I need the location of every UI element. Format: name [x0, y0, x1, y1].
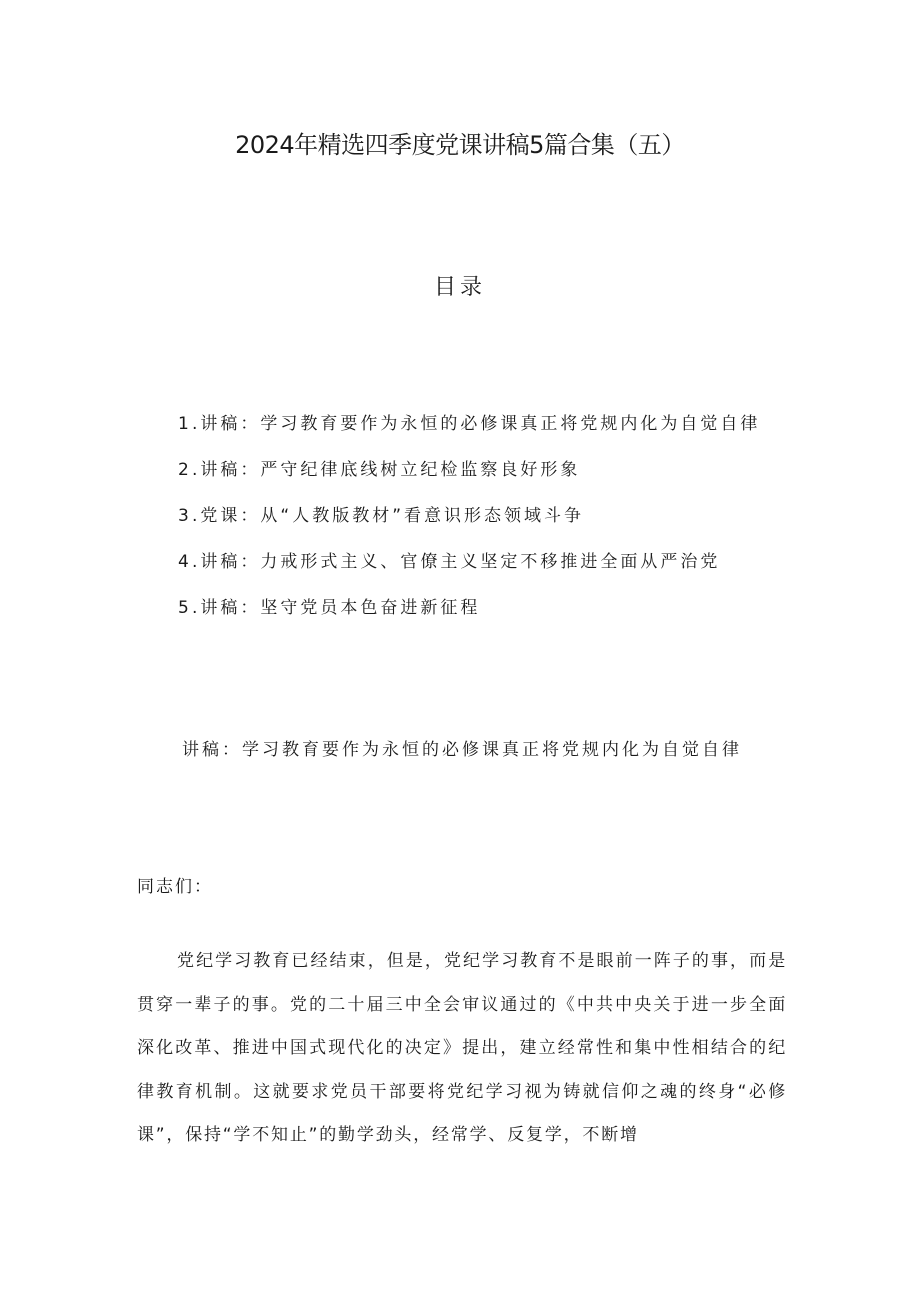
- toc-number: 1: [178, 414, 192, 434]
- toc-item-text: .讲稿：力戒形式主义、官僚主义坚定不移推进全面从严治党: [192, 552, 721, 572]
- toc-item-4[interactable]: [178, 548, 760, 594]
- toc-number: 5: [178, 598, 192, 618]
- toc-item-5[interactable]: [178, 594, 760, 640]
- toc-heading: 目录: [433, 275, 486, 300]
- toc-item-text: .党课：从“人教版教材”看意识形态领域斗争: [192, 506, 585, 526]
- toc-item-3[interactable]: [178, 502, 760, 548]
- body-paragraph: 党纪学习教育已经结束，但是，党纪学习教育不是眼前一阵子的事，而是贯穿一辈子的事。党的二十届三中全会审议通过的《中共中央关于进一步全面深化改革、推进中国式现代化的决定》提出，建立经常性和集中性相结合的纪律教育机制。这就要求党员干部要将党纪学习视为铸就信仰之魂的终身“必修课”，保持“学不知止”的勤学劲头，经常学、反复学，不断增: [137, 951, 787, 1145]
- toc-item-text: .讲稿：严守纪律底线树立纪检监察良好形象: [192, 460, 581, 480]
- toc-number: 4: [178, 552, 192, 572]
- toc-item-1[interactable]: [178, 410, 760, 456]
- section-heading: 讲稿：学习教育要作为永恒的必修课真正将党规内化为自觉自律: [182, 740, 742, 760]
- document-title: 2024年精选四季度党课讲稿5篇合集（五）: [235, 131, 685, 159]
- table-of-contents: [178, 410, 760, 640]
- toc-item-text: .讲稿：学习教育要作为永恒的必修课真正将党规内化为自觉自律: [192, 414, 761, 434]
- toc-item-2[interactable]: [178, 456, 760, 502]
- toc-number: 2: [178, 460, 192, 480]
- toc-item-text: .讲稿：坚守党员本色奋进新征程: [192, 598, 481, 618]
- toc-number: 3: [178, 506, 192, 526]
- salutation: 同志们：: [137, 877, 213, 897]
